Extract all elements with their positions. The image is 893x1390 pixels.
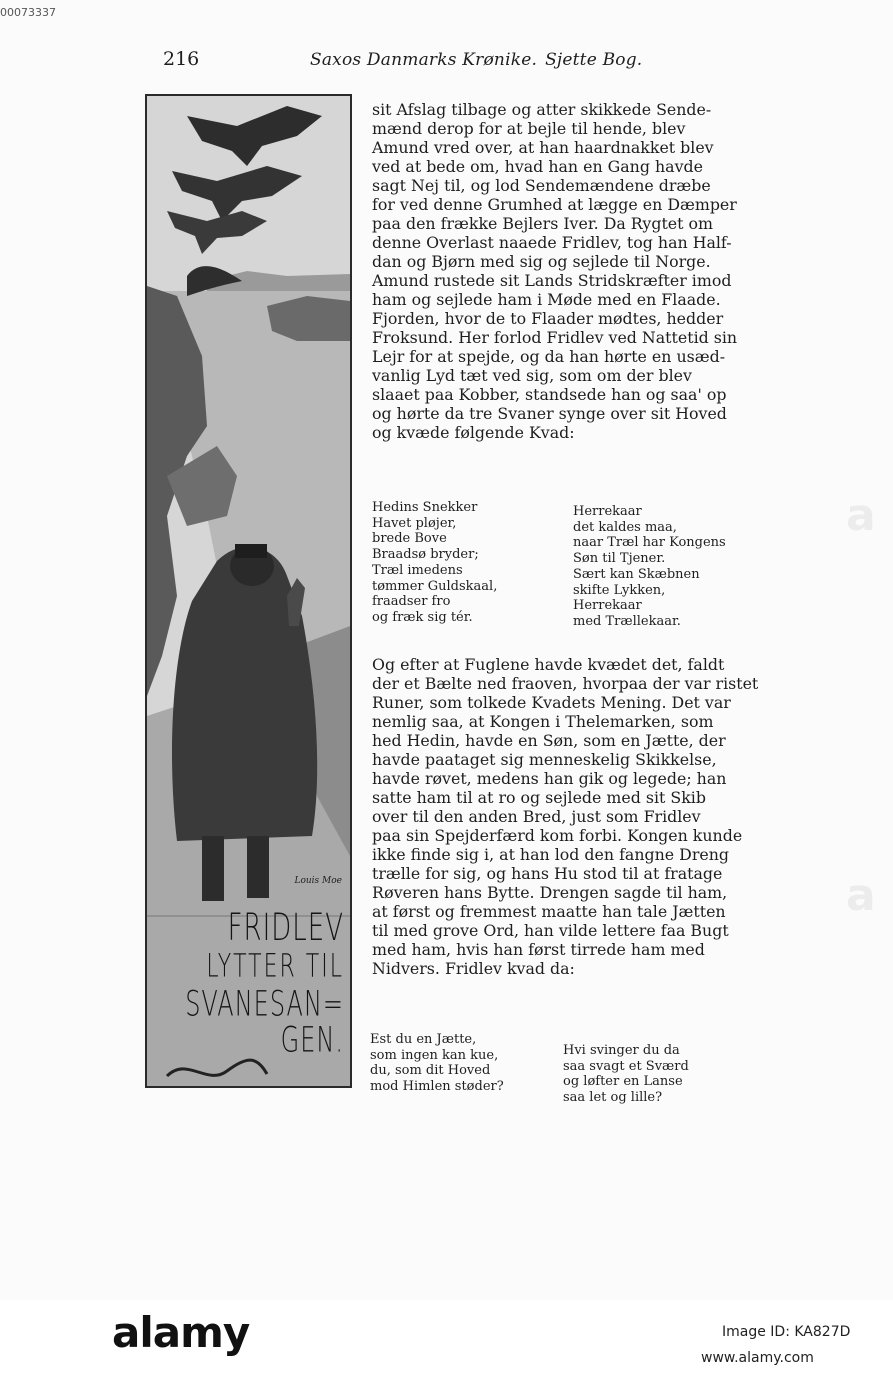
text-line: Runer, som tolkede Kvadets Mening. Det var — [372, 693, 731, 712]
text-line: havde røvet, medens han gik og legede; han — [372, 769, 727, 788]
verse-line: fraadser fro — [372, 594, 451, 610]
verse-line: Havet pløjer, — [372, 515, 457, 531]
text-line: ham og sejlede ham i Møde med en Flaade. — [372, 290, 721, 309]
verse-line: Braadsø bryder; — [372, 547, 479, 563]
text-line: der et Bælte ned fraoven, hvorpaa der var ristet — [372, 674, 759, 693]
text-line: Lejr for at spejde, og da han hørte en usæd- — [372, 347, 726, 366]
verse-line: og fræk sig tér. — [372, 609, 473, 625]
running-title: Saxos Danmarks Krønike. — [310, 50, 538, 70]
verse-line: Herrekaar — [573, 598, 642, 614]
text-line: havde paataget sig menneskelig Skikkelse, — [372, 750, 717, 769]
text-line: paa sin Spejderfærd kom forbi. Kongen kunde — [372, 826, 743, 845]
text-line: og hørte da tre Svaner synge over sit Hoved — [372, 404, 727, 423]
paragraph-1 — [372, 100, 772, 442]
verse-line: tømmer Guldskaal, — [372, 578, 498, 594]
illustration-fridlev — [145, 94, 352, 1088]
text-line: denne Overlast naaede Fridlev, tog han Half- — [372, 233, 732, 252]
text-line: sagt Nej til, og lod Sendemændene dræbe — [372, 176, 711, 195]
text-line: ikke finde sig i, at han lod den fangne Dreng — [372, 845, 730, 864]
text-line: at først og fremmest maatte han tale Jætten — [372, 902, 726, 921]
verse-line: du, som dit Hoved — [370, 1063, 491, 1079]
verse-line: Hvi svinger du da — [563, 1043, 680, 1058]
watermark-ghost: a — [846, 490, 876, 541]
verse-line: det kaldes maa, — [573, 519, 677, 535]
text-line: mænd derop for at bejle til hende, blev — [372, 119, 686, 138]
verse-line: mod Himlen støder? — [370, 1079, 504, 1095]
verse-2-right — [563, 1043, 689, 1106]
verse-line: Herrekaar — [573, 504, 642, 519]
text-line: Og efter at Fuglene havde kvædet det, faldt — [372, 655, 725, 674]
title-line-2: LYTTER TIL — [206, 948, 344, 985]
paragraph-2 — [372, 655, 772, 978]
verse-line: naar Træl har Kongens — [573, 535, 726, 551]
verse-line: brede Bove — [372, 531, 447, 547]
text-line: med ham, hvis han først tirrede ham med — [372, 940, 705, 959]
title-line-4: GEN. — [280, 1019, 344, 1060]
book-label: Sjette Bog. — [545, 50, 643, 70]
scan-id: 00073337 — [0, 6, 56, 19]
text-line: satte ham til at ro og sejlede med sit Skib — [372, 788, 706, 807]
running-header — [310, 50, 642, 70]
verse-line: saa svagt et Sværd — [563, 1058, 689, 1074]
site-url[interactable]: www.alamy.com — [701, 1350, 814, 1366]
verse-line: Træl imedens — [372, 562, 463, 578]
alamy-logo: alamy — [112, 1308, 250, 1357]
text-line: til med grove Ord, han vilde lettere faa Bugt — [372, 921, 729, 940]
text-line: sit Afslag tilbage og atter skikkede Sende- — [372, 100, 712, 119]
text-line: paa den frække Bejlers Iver. Da Rygtet om — [372, 214, 714, 233]
text-line: trælle for sig, og hans Hu stod til at fratage — [372, 864, 723, 883]
verse-line: som ingen kan kue, — [370, 1047, 499, 1063]
text-line: hed Hedin, havde en Søn, som en Jætte, der — [372, 731, 726, 750]
watermark-ghost: a — [846, 870, 876, 921]
text-line: Amund rustede sit Lands Stridskræfter imod — [372, 271, 732, 290]
verse-2-left — [370, 1032, 504, 1095]
image-id: Image ID: KA827D — [722, 1324, 851, 1340]
verse-line: med Trællekaar. — [573, 613, 681, 629]
fridlev-hat — [235, 544, 267, 558]
verse-line: og løfter en Lanse — [563, 1074, 683, 1090]
illustration-title — [147, 906, 350, 1086]
verse-line: Hedins Snekker — [372, 500, 478, 515]
title-line-3: SVANESAN= — [185, 983, 344, 1024]
verse-line: Sært kan Skæbnen — [573, 566, 700, 582]
text-line: dan og Bjørn med sig og sejlede til Norge. — [372, 252, 711, 271]
text-line: Nidvers. Fridlev kvad da: — [372, 959, 575, 978]
verse-1-right — [573, 504, 726, 630]
verse-line: skifte Lykken, — [573, 582, 666, 598]
text-line: Fjorden, hvor de to Flaader mødtes, hedder — [372, 309, 724, 328]
left-leg — [202, 836, 224, 901]
verse-line: Est du en Jætte, — [370, 1032, 477, 1047]
text-line: Røveren hans Bytte. Drengen sagde til ham, — [372, 883, 728, 902]
text-line: Froksund. Her forlod Fridlev ved Nattetid sin — [372, 328, 738, 347]
text-line: over til den anden Bred, just som Fridlev — [372, 807, 701, 826]
text-line: slaaet paa Kobber, standsede han og saa' op — [372, 385, 727, 404]
text-line: ved at bede om, hvad han en Gang havde — [372, 157, 703, 176]
text-line: vanlig Lyd tæt ved sig, som om der blev — [372, 366, 692, 385]
verse-line: saa let og lille? — [563, 1090, 663, 1106]
text-line: og kvæde følgende Kvad: — [372, 423, 575, 442]
artist-signature: Louis Moe — [294, 876, 342, 886]
verse-line: Søn til Tjener. — [573, 551, 666, 567]
text-line: nemlig saa, at Kongen i Thelemarken, som — [372, 712, 714, 731]
verse-1-left — [372, 500, 497, 626]
text-line: Amund vred over, at han haardnakket blev — [372, 138, 714, 157]
page-number: 216 — [163, 48, 200, 70]
right-leg — [247, 836, 269, 898]
title-line-1: FRIDLEV — [227, 906, 344, 950]
text-line: for ved denne Grumhed at lægge en Dæmper — [372, 195, 737, 214]
